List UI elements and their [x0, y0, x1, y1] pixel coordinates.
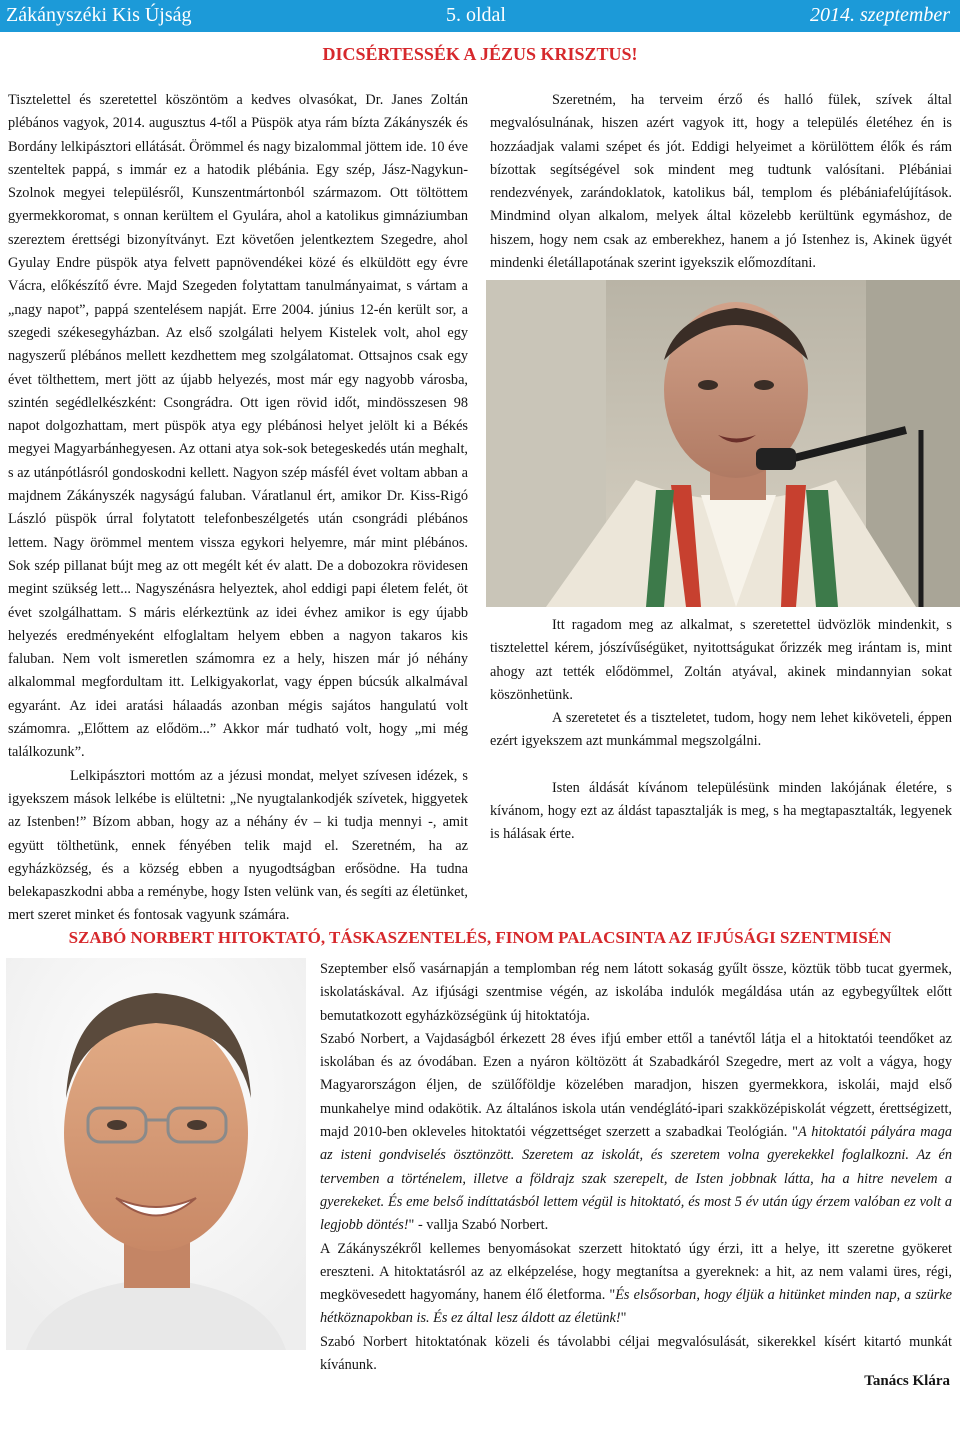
priest-photo [486, 280, 960, 607]
catechist-photo [6, 958, 306, 1350]
article2-paragraph: Szeptember első vasárnapján a templomban rég nem látott sokaság gyűlt össze, köztük több tucat gyermek, iskolatáskával. Az ifjúsági szentmise végén, az iskolába indulók megáldása után az egybegyűltek előtt bemutatkozott egyházközségünk új hitoktatója. [320, 961, 952, 1024]
article2-text: A Zákányszékről kellemes benyomásokat szerzett hitoktató úgy érzi, itt a helye, itt szeretne gyökeret ereszteni. A hitoktatásról az az elképzelése, hogy megtanítsa a gyereknek: a hit, az nem valami üres, régi, megkövesedett hagyomány, hanem élő életforma. " [320, 1240, 952, 1304]
article2-text: " - vallja Szabó Norbert. [408, 1217, 549, 1234]
article2-text-column [320, 958, 952, 1377]
article2-text: Szabó Norbert, a Vajdaságból érkezett 28 éves ifjú ember ettől a tanévtől látja el a hitoktatói teendőket az iskolában és az óvodában. Ezen a nyáron költözött át Szabadkáról Szegedre, mert az volt a vágya, hogy Magyarországon éljen, de szülőföldje közelében maradjon, hiszen gyermekkora, iskolái, majd első munkahelye mind odakötik. Az általános iskola után vendéglátó-ipari szakközépiskolát végzett, érettségizett, majd 2010-ben okleveles hitoktatói végzettséget szerzett a szabadkai Teológián. " [320, 1030, 952, 1141]
article2-paragraph: Szabó Norbert hitoktatónak közeli és távolabbi céljai megvalósulását, sikerekkel kísért kitartó munkát kívánunk. [320, 1333, 952, 1374]
article1-paragraph: Tisztelettel és szeretettel köszöntöm a kedves olvasókat, Dr. Janes Zoltán plébános vagyok, 2014. augusztus 4-től a Püspök atya rám bízta Zákányszék és Bordány lelkipásztori ellátását. Örömmel és nagy bizalommal jöttem ide. 10 éve szenteltek pappá, s immár ez a hatodik plébánia. Egy szép, Jász-Nagykun-Szolnok megyei településről, Kunszentmártonból származom. Ott töltöttem gyermekkoromat, s onnan kerültem el Gyulára, ahol a katolikus gimnáziumban szereztem érettségi bizonyítványt. Ezt követően jelentkeztem Szegedre, ahol Gyulay Endre püspök atya felvett papnövendékei közé és elküldött egy évre Vácra, előkészítő évre. Majd Szegeden folytattam tanulmányaimat, s vártam a „nagy napot”, pappá szentelésem napját. Erre 2004. június 12-én került sor, a szegedi székesegyházban. Az első szolgálati helyem Kistelek volt, ahol egy nagyszerű plébános mellett kezdhettem meg szolgálatomat. Ottsajnos csak egy évet tölthettem, mert jött az újabb helyezés, most már egy nagyobb városba, szintén segédlelkészként: Csongrádra. Ott igen rövid időt, mindösszesen 98 napot dolgozhattam, mert püspök atya egy plébánosi helyet jelölt ki a Békés megyei Magyarbánhegyesen. Az ottani atya sok-sok betegeskedés után meghalt, s az utánpótlásról gondoskodni kellett. Nagyon szép másfél évet voltam abban a majdnem Zákányszék nagyságú faluban. Váratlanul ért, amikor Dr. Kiss-Rigó László püspök úrral folytatott telefonbeszélgetés után csongrádi plébános lettem. Nagy örömmel mentem vissza egykori helyemre, már mint plébános. Sok szép pillanat bújt meg az ott megélt két év alatt. De a dobozokra rövidesen megint szükség lett... Nagyszénásra helyeztek, ahol eddigi papi életem felét, öt évet szolgálhattam. S máris elérkeztünk az idei évhez amikor is egy újabb helyezés eredményeként elfoglaltam helyem ebben a nagyon takaros kis faluban. Nem volt ismeretlen számomra ez a hely, hiszen már jó néhány alkalommal megfordultam itt. Lelkigyakorlat, vagy éppen búcsúk alkalmával egyaránt. Az idei aratási hálaadás azonban mégis sajátos hangulatú volt számomra. „Előttem az elődöm...” Akkor már tudható volt, hogy „mi még találkozunk”. [8, 92, 468, 761]
article2-text: " [620, 1310, 627, 1327]
article1-paragraph: Lelkipásztori mottóm az a jézusi mondat, melyet szívesen idézek, s igyekszem mások lelkébe is elültetni: „Ne nyugtalankodjék szívetek, higgyetek az Istenben!” Bízom abban, hogy az a néhány év – ki tudja mennyi -, amit együtt tölthetünk, ennek fényében telik majd el. Szeretném, ha az egyházközség, és a község ebben a nyugodtságban erősödne. Ha tudna belekapaszkodni abba a reménybe, hogy Isten velünk van, és segíti az életünket, mert szeret minket és fontosak vagyunk számára. [8, 767, 468, 924]
author-signature: Tanács Klára [864, 1373, 950, 1389]
issue-date: 2014. szeptember [810, 4, 950, 26]
catechist-photo-image [6, 958, 306, 1350]
article-title-greeting: DICSÉRTESSÉK A JÉZUS KRISZTUS! [322, 44, 638, 64]
priest-photo-image [486, 280, 960, 607]
article1-right-column-top [490, 89, 952, 275]
article1-left-column [8, 89, 468, 928]
article1-right-column-bottom [490, 614, 952, 847]
article2-quote: A hitoktatói pályára maga az isteni gondviselés ösztönzött. Szeretem az iskolát, és szeretem volna gyerekekkel foglalkozni. Az én tervemben a történelem, illetve a földrajz szak szerepelt, de Isten jobbnak látta, ha a hitre nevelem a gyerekeket. És eme belső indíttatásból lettem végül is hitoktató, és most 5 év után úgy érzem valóban ez volt a legjobb döntés! [320, 1124, 952, 1234]
article-title-catechist: SZABÓ NORBERT HITOKTATÓ, TÁSKASZENTELÉS, FINOM PALACSINTA AZ IFJÚSÁGI SZENTMISÉN [68, 928, 892, 947]
article1-paragraph: A szeretetet és a tiszteletet, tudom, hogy nem lehet kiköveteli, éppen ezért igyekszem azt munkámmal megszolgálni. [490, 710, 952, 750]
article1-paragraph: Itt ragadom meg az alkalmat, s szeretettel üdvözlök mindenkit, s tisztelettel kérem, jószívűségüket, nyitottságukat őrizzék meg irántam is, mint ahogy azt tették elődömmel, Zoltán atyával, akinek mindannyian sokat köszönhetünk. [490, 617, 952, 703]
article2-paragraph [320, 1238, 952, 1331]
page-header [0, 0, 960, 32]
publication-name: Zákányszéki Kis Újság [6, 4, 192, 26]
article2-paragraph [320, 1028, 952, 1238]
article2-quote: És elsősorban, hogy éljük a hitünket minden nap, a szürke hétköznapokban is. És ez által lesz áldott az életünk! [320, 1287, 952, 1327]
article1-paragraph: Isten áldását kívánom településünk minden lakójának életére, s kívánom, hogy ezt az áldást tapasztalják is meg, s ha megtapasztalták, legyenek is hálásak érte. [490, 779, 952, 843]
page-number: 5. oldal [446, 4, 506, 26]
article1-paragraph: Szeretném, ha terveim érző és halló fülek, szívek által megvalósulnának, hiszen azért vagyok itt, hogy a település életéhez én is hozzáadjak valami szépet és jót. Eddigi helyeimet a körülöttem élők és rám bízottak segítségével sok mindent meg tudtunk valósítani. Plébániai rendezvények, zarándoklatok, katolikus bál, templom és plébániafelújítások. Mindmind olyan alkalom, melyek által közelebb kerültünk egymáshoz, de hiszem, hogy nem csak az emberekhez, hanem a jó Istenhez is, Akinek ügyét mindenki életállapotának szerint igyekszik előmozdítani. [490, 92, 952, 272]
